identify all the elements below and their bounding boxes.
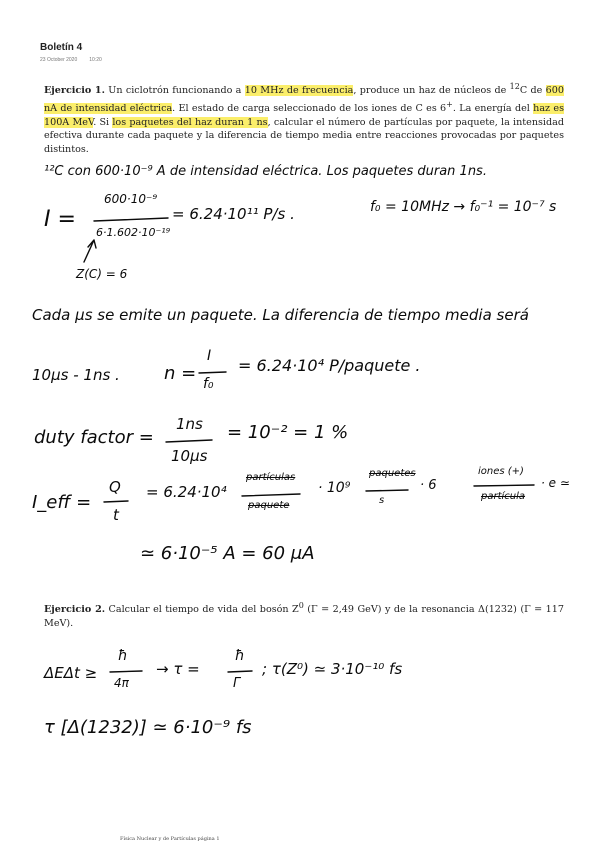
- fraction-bar-uncertainty: [110, 671, 142, 672]
- fraction-bar-n: [199, 372, 226, 373]
- hand-duty-factor-label: duty factor =: [34, 427, 154, 448]
- hand-uncertainty-denominator: 4π: [114, 676, 129, 690]
- text-run: Calcular el tiempo de vida del bosón Z: [105, 604, 299, 616]
- hand-ieff-q: Q: [109, 478, 121, 496]
- hand-n-lhs: n =: [164, 363, 197, 384]
- hand-ieff-unit2-num: paquetes: [369, 468, 416, 479]
- highlight-frequency: 10 MHz de frecuencia: [244, 85, 354, 97]
- fraction-bar-duty: [166, 440, 212, 442]
- exercise-1-label: Ejercicio 1.: [44, 85, 105, 97]
- hand-duty-result: = 10⁻² = 1 %: [227, 422, 349, 443]
- text-run: . El estado de carga seleccionado de los iones de C es 6: [172, 102, 447, 114]
- hand-duty-numerator: 1ns: [176, 415, 203, 433]
- hand-n-numerator: I: [207, 348, 212, 364]
- date-text: 23 October 2020: [40, 57, 78, 63]
- z-superscript: 0: [298, 601, 304, 610]
- text-run: . La energía del: [452, 102, 534, 114]
- hand-uncertainty-numerator: ħ: [118, 648, 128, 664]
- hand-ieff-unit3-num: iones (+): [478, 466, 524, 477]
- text-run: , calcular el número de partículas por paquete, la intensidad efectiva durante cada paquete y la diferencia de tiempo media entre reacciones provocadas por paquetes distintos.: [44, 116, 565, 155]
- hand-ieff-unit3-den: partícula: [481, 491, 526, 502]
- text-run: C de: [519, 85, 546, 97]
- hand-time-difference: 10μs - 1ns .: [32, 366, 120, 384]
- hand-duty-denominator: 10μs: [171, 447, 208, 465]
- fraction-bar-unit3: [474, 485, 534, 486]
- hand-ieff-unit2-den: s: [379, 495, 385, 506]
- isotope-superscript: 12: [509, 82, 520, 91]
- hand-tau-lhs: → τ =: [156, 660, 200, 678]
- fraction-bar-current: [94, 218, 168, 221]
- hand-ieff-factor: · 10⁹: [318, 480, 351, 496]
- hand-ieff-elementary-charge: · e ≃: [541, 476, 570, 490]
- hand-ieff-result: ≃ 6·10⁻⁵ A = 60 μA: [140, 543, 315, 564]
- hand-line-statement: ¹²C con 600·10⁻⁹ A de intensidad eléctrica. Los paquetes duran 1ns.: [44, 164, 487, 179]
- hand-current-result: = 6.24·10¹¹ P/s .: [172, 205, 295, 223]
- hand-tau-numerator: ħ: [235, 648, 245, 664]
- hand-ieff-unit1-num: partículas: [246, 472, 296, 483]
- hand-ieff-lhs: I_eff =: [32, 492, 92, 513]
- text-run: (Γ = 2,49 GeV) y de la resonancia Δ(1232) (Γ = 117 MeV).: [44, 604, 564, 629]
- hand-tau-denominator: Γ: [233, 676, 241, 691]
- hand-ieff-t: t: [113, 506, 119, 524]
- page-title: Boletín 4: [40, 42, 83, 53]
- hand-current-denominator: 6·1.602·10⁻¹⁹: [96, 226, 171, 239]
- highlight-packet-duration: los paquetes del haz duran 1 ns: [112, 116, 268, 128]
- highlight-intensity: 600 nA de intensidad eléctrica: [44, 85, 564, 114]
- fraction-bar-ieff: [104, 501, 128, 502]
- highlight-energy: haz es 100A MeV: [44, 102, 564, 128]
- hand-current-numerator: 600·10⁻⁹: [104, 192, 158, 206]
- hand-charge-state: Z(C) = 6: [76, 267, 128, 281]
- fraction-bar-tau: [228, 671, 252, 672]
- hand-current-lhs: I =: [44, 207, 76, 232]
- hand-frequency-line: f₀ = 10MHz → f₀⁻¹ = 10⁻⁷ s: [370, 199, 557, 215]
- text-run: Un ciclotrón funcionando a: [104, 85, 245, 97]
- hand-n-denominator: f₀: [203, 376, 214, 392]
- exercise-2-label: Ejercicio 2.: [44, 604, 106, 616]
- charge-superscript: +: [446, 99, 453, 109]
- fraction-bar-unit2: [366, 490, 408, 491]
- time-text: 10:20: [89, 57, 102, 63]
- hand-uncertainty-lhs: ΔEΔt ≥: [44, 664, 98, 682]
- fraction-bar-unit1: [242, 494, 300, 496]
- arrow-charge-state: [84, 240, 96, 262]
- hand-ieff-unit1-den: paquete: [248, 500, 290, 511]
- page-footer: Física Nuclear y de Partículas página 1: [120, 836, 220, 842]
- hand-ieff-charge: · 6: [420, 478, 437, 493]
- hand-tau-z-result: ; τ(Z⁰) ≃ 3·10⁻¹⁰ fs: [262, 660, 403, 678]
- text-run: . Si: [93, 116, 113, 128]
- hand-tau-delta-result: τ [Δ(1232)] ≃ 6·10⁻⁹ fs: [44, 717, 252, 738]
- hand-line-packet-emission: Cada μs se emite un paquete. La diferencia de tiempo media será: [32, 306, 529, 324]
- hand-n-result: = 6.24·10⁴ P/paquete .: [238, 356, 421, 375]
- hand-ieff-value: = 6.24·10⁴: [146, 483, 227, 501]
- text-run: , produce un haz de núcleos de: [353, 85, 510, 97]
